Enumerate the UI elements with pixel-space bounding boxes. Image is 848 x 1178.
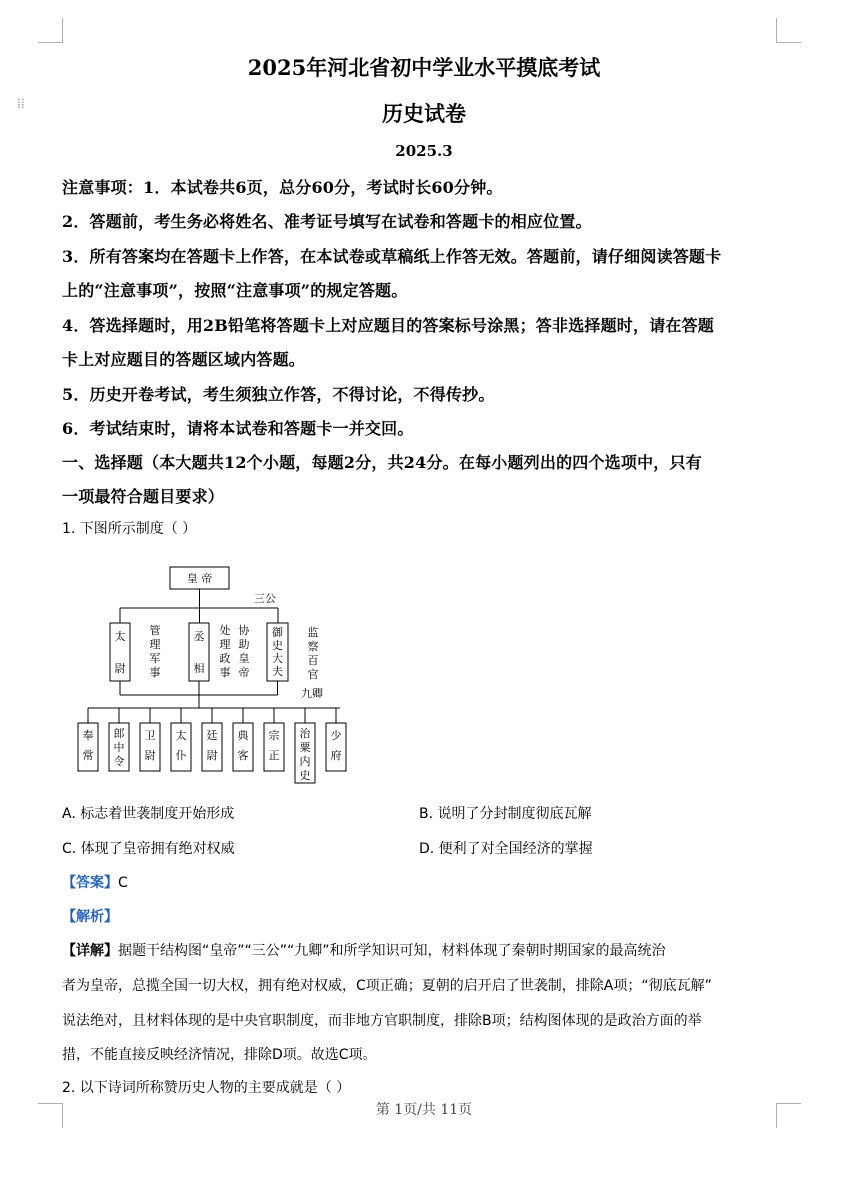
- chengxiang-duty2-2: 助: [238, 638, 250, 651]
- detail-line-1: [62, 940, 666, 960]
- yushi-duty-4: 官: [307, 668, 319, 681]
- nine-minister-char: 史: [299, 769, 311, 782]
- chengxiang-duty-3: 政: [219, 652, 231, 665]
- diagram-emperor: 皇 帝: [186, 572, 213, 585]
- taiwei-duty-1: 管: [149, 624, 161, 637]
- diagram-sangong-label: 三公: [254, 592, 276, 605]
- crop-mark-top-left: [38, 18, 63, 43]
- nine-minister-char: 仆: [175, 749, 187, 762]
- note-line-4: 上的“注意事项”，按照“注意事项”的规定答题。: [62, 281, 408, 300]
- chengxiang-duty2-3: 皇: [238, 652, 250, 665]
- option-c[interactable]: C. 体现了皇帝拥有绝对权威: [62, 841, 235, 857]
- exam-subject: 历史试卷: [382, 101, 466, 126]
- note-line-1: 注意事项：1．本试卷共6页，总分60分，考试时长60分钟。: [62, 178, 503, 197]
- yushi-duty-3: 百: [307, 654, 319, 667]
- option-b[interactable]: B. 说明了分封制度彻底瓦解: [419, 806, 592, 822]
- nine-minister-char: 宗: [268, 729, 280, 742]
- chengxiang-duty-4: 事: [219, 666, 231, 679]
- nine-minister-char: 少: [330, 729, 342, 742]
- nine-minister-char: 奉: [82, 729, 94, 742]
- minister-yushi-2: 史: [272, 639, 283, 652]
- nine-minister-char: 卫: [144, 729, 156, 742]
- note-line-6: 卡上对应题目的答题区域内答题。: [62, 350, 306, 369]
- minister-yushi-4: 夫: [272, 665, 283, 678]
- minister-chengxiang-1: 丞: [193, 630, 205, 643]
- option-d[interactable]: D. 便利了对全国经济的掌握: [419, 841, 593, 857]
- detail-line-4: 措，不能直接反映经济情况，排除D项。故选C项。: [62, 1047, 377, 1063]
- chengxiang-duty-1: 处: [219, 624, 231, 637]
- note-line-7: 5．历史开卷考试，考生须独立作答，不得讨论，不得传抄。: [62, 385, 495, 404]
- crop-mark-top-right: [776, 18, 801, 43]
- note-line-8: 6．考试结束时，请将本试卷和答题卡一并交回。: [62, 419, 414, 438]
- chengxiang-duty2-4: 帝: [238, 666, 250, 679]
- note-line-3: 3．所有答案均在答题卡上作答，在本试卷或草稿纸上作答无效。答题前，请仔细阅读答题卡: [62, 247, 722, 266]
- nine-minister-char: 尉: [206, 749, 218, 762]
- nine-minister-char: 内: [299, 755, 311, 768]
- nine-minister-char: 府: [330, 749, 342, 762]
- nine-minister-char: 太: [175, 729, 187, 742]
- option-a[interactable]: A. 标志着世袭制度开始形成: [62, 806, 235, 822]
- central-government-diagram: [70, 560, 370, 788]
- diagram-jiuqing-label: 九卿: [301, 687, 323, 700]
- section-heading-2: 一项最符合题目要求）: [62, 487, 225, 506]
- detail-line-2: 者为皇帝，总揽全国一切大权，拥有绝对权威，C项正确；夏朝的启开启了世袭制，排除A项；“彻底瓦解”: [62, 978, 712, 994]
- nine-minister-char: 中: [113, 741, 125, 754]
- answer-row: [62, 872, 128, 892]
- minister-yushi-1: 御: [272, 626, 283, 639]
- answer-value: C: [118, 875, 128, 891]
- minister-taiwei-2: 尉: [114, 662, 126, 675]
- taiwei-duty-3: 军: [149, 652, 161, 665]
- analysis-row: [62, 906, 118, 926]
- chengxiang-duty2-1: 协: [238, 624, 250, 637]
- minister-chengxiang-2: 相: [193, 662, 205, 675]
- detail-line-3: 说法绝对，且材料体现的是中央官职制度，而非地方官职制度，排除B项；结构图体现的是政治方面的举: [62, 1013, 702, 1029]
- nine-minister-char: 廷: [206, 729, 218, 742]
- nine-minister-char: 典: [237, 729, 249, 742]
- taiwei-duty-2: 理: [149, 638, 161, 651]
- nine-minister-char: 郎: [113, 727, 125, 740]
- section-heading-1: 一、选择题（本大题共12个小题，每题2分，共24分。在每小题列出的四个选项中，只有: [62, 453, 702, 472]
- exam-date: 2025.3: [395, 142, 453, 160]
- minister-taiwei-1: 太: [114, 630, 126, 643]
- exam-title: 2025年河北省初中学业水平摸底考试: [247, 55, 601, 80]
- nine-minister-char: 令: [113, 755, 125, 768]
- analysis-tag: 【解析】: [62, 909, 118, 925]
- answer-tag: 【答案】: [62, 875, 118, 891]
- note-line-5: 4．答选择题时，用2B铅笔将答题卡上对应题目的答案标号涂黑；答非选择题时，请在答题: [62, 316, 714, 335]
- nine-minister-char: 尉: [144, 749, 156, 762]
- nine-minister-char: 正: [268, 749, 280, 762]
- yushi-duty-2: 察: [307, 640, 319, 653]
- question-2-stem: 2. 以下诗词所称赞历史人物的主要成就是（ ）: [62, 1080, 351, 1096]
- nine-minister-char: 治: [299, 727, 311, 740]
- nine-minister-char: 客: [237, 749, 249, 762]
- note-line-2: 2．答题前，考生务必将姓名、准考证号填写在试卷和答题卡的相应位置。: [62, 212, 592, 231]
- question-1-stem: 1. 下图所示制度（ ）: [62, 521, 197, 537]
- nine-minister-char: 常: [82, 749, 94, 762]
- taiwei-duty-4: 事: [149, 666, 161, 679]
- detail-text-1: 据题干结构图“皇帝”“三公”“九卿”和所学知识可知，材料体现了秦朝时期国家的最高统治: [118, 943, 666, 959]
- page-footer: 第 1页/共 11页: [375, 1102, 473, 1118]
- yushi-duty-1: 监: [307, 626, 319, 639]
- drag-handle-icon[interactable]: ⁞⁞: [17, 96, 25, 112]
- nine-minister-char: 粟: [299, 741, 311, 754]
- detail-tag: 【详解】: [62, 943, 118, 959]
- chengxiang-duty-2: 理: [219, 638, 231, 651]
- minister-yushi-3: 大: [272, 652, 283, 665]
